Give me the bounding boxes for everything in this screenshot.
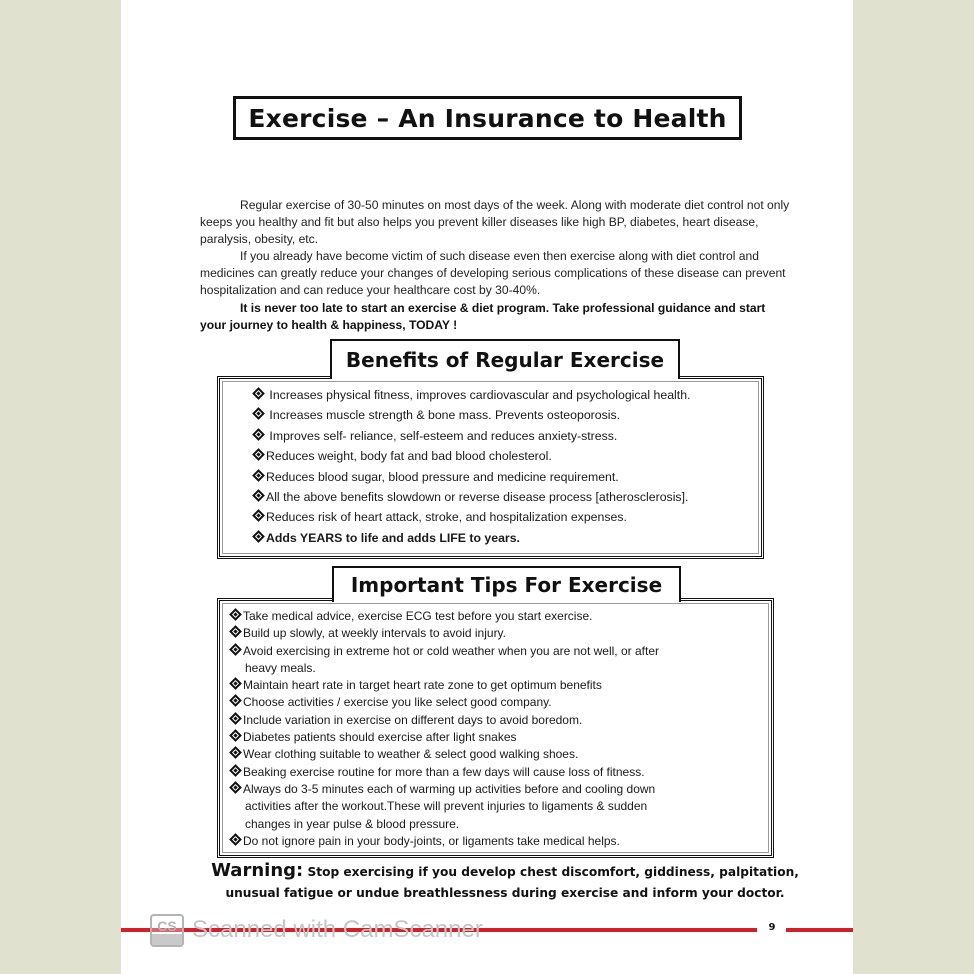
- benefit-text: All the above benefits slowdown or reverse disease process [atherosclerosis].: [266, 489, 689, 504]
- tip-item: [231, 781, 659, 833]
- tip-text: Build up slowly, at weekly intervals to avoid injury.: [243, 626, 507, 641]
- benefit-item: [254, 528, 690, 548]
- tip-text: Diabetes patients should exercise after light snakes: [243, 730, 517, 745]
- benefit-text: Increases muscle strength & bone mass. Prevents osteoporosis.: [266, 408, 621, 423]
- tip-text: Avoid exercising in extreme hot or cold weather when you are not well, or after: [243, 643, 659, 658]
- tip-text-continued: activities after the workout.These will prevent injuries to ligaments & sudden: [245, 799, 648, 814]
- diamond-bullet-icon: [229, 625, 242, 638]
- benefit-text: Reduces blood sugar, blood pressure and medicine requirement.: [266, 469, 619, 484]
- diamond-bullet-icon: [229, 695, 242, 708]
- diamond-bullet-icon: [252, 428, 265, 441]
- tip-item: [231, 677, 659, 694]
- camscanner-logo-icon: [150, 914, 184, 947]
- benefit-text: Reduces weight, body fat and bad blood cholesterol.: [266, 449, 552, 464]
- diamond-bullet-icon: [252, 530, 265, 543]
- diamond-bullet-icon: [252, 448, 265, 461]
- diamond-bullet-icon: [229, 608, 242, 621]
- tips-heading: Important Tips For Exercise: [332, 566, 681, 602]
- tip-text: Include variation in exercise on different days to avoid boredom.: [243, 712, 583, 727]
- page-number: 9: [768, 922, 776, 933]
- warning-label: Warning:: [211, 860, 304, 881]
- diamond-bullet-icon: [252, 509, 265, 522]
- tip-text: Do not ignore pain in your body-joints, or ligaments take medical helps.: [243, 833, 620, 848]
- benefits-list: [254, 385, 690, 548]
- diamond-bullet-icon: [252, 408, 265, 421]
- tip-item: [231, 833, 659, 850]
- benefit-text: Adds YEARS to life and adds LIFE to years.: [266, 530, 520, 545]
- diamond-bullet-icon: [252, 469, 265, 482]
- tip-text-continued: changes in year pulse & blood pressure.: [245, 816, 460, 831]
- intro-paragraph-3: It is never too late to start an exercise & diet program. Take professional guidance and start your journey to health & happiness, TODAY !: [200, 300, 766, 332]
- tip-text: Beaking exercise routine for more than a few days will cause loss of fitness.: [243, 764, 645, 779]
- tip-item: [231, 712, 659, 729]
- diamond-bullet-icon: [252, 489, 265, 502]
- benefit-text: Increases physical fitness, improves cardiovascular and psychological health.: [266, 388, 691, 402]
- diamond-bullet-icon: [252, 387, 265, 400]
- page-title: Exercise – An Insurance to Health: [233, 96, 742, 140]
- diamond-bullet-icon: [229, 747, 242, 760]
- diamond-bullet-icon: [229, 764, 242, 777]
- benefit-item: [254, 405, 690, 425]
- tip-item: [231, 746, 659, 763]
- warning-note: [210, 860, 800, 904]
- footer-rule-right: [786, 928, 853, 932]
- benefits-heading: Benefits of Regular Exercise: [330, 339, 680, 379]
- tips-list: [231, 608, 659, 850]
- tip-item: [231, 729, 659, 746]
- benefit-item: [254, 507, 690, 527]
- camscanner-watermark: Scanned with CamScanner: [192, 916, 483, 943]
- tip-item: [231, 625, 659, 642]
- benefit-item: [254, 467, 690, 487]
- diamond-bullet-icon: [229, 729, 242, 742]
- diamond-bullet-icon: [229, 677, 242, 690]
- intro-paragraph-2: If you already have become victim of such disease even then exercise along with diet control and medicines can greatly reduce your changes of developing serious complications of these disease can prevent hospitalization and can reduce your healthcare cost by 30-40%.: [200, 249, 786, 298]
- benefit-text: Reduces risk of heart attack, stroke, and hospitalization expenses.: [266, 510, 627, 525]
- tip-text: Take medical advice, exercise ECG test before you start exercise.: [243, 609, 593, 623]
- warning-text: Stop exercising if you develop chest discomfort, giddiness, palpitation, unusual fatigue or undue breathlessness during exercise and inform your doctor.: [225, 865, 799, 900]
- diamond-bullet-icon: [229, 712, 242, 725]
- tip-item: [231, 643, 659, 678]
- tip-item: [231, 608, 659, 625]
- benefit-item: [254, 487, 690, 507]
- benefit-item: [254, 426, 690, 446]
- tip-text: Always do 3-5 minutes each of warming up activities before and cooling down: [243, 781, 656, 796]
- benefit-item: [254, 385, 690, 405]
- diamond-bullet-icon: [229, 781, 242, 794]
- intro-text: [200, 197, 790, 334]
- tip-item: [231, 694, 659, 711]
- diamond-bullet-icon: [229, 833, 242, 846]
- tip-text-continued: heavy meals.: [245, 660, 316, 675]
- intro-paragraph-1: Regular exercise of 30-50 minutes on most days of the week. Along with moderate diet control not only keeps you healthy and fit but also helps you prevent killer diseases like high BP, diabetes, heart disease, paralysis, obesity, etc.: [200, 198, 790, 247]
- tip-text: Maintain heart rate in target heart rate zone to get optimum benefits: [243, 678, 602, 693]
- tip-text: Choose activities / exercise you like select good company.: [243, 695, 552, 710]
- camscanner-logo-text: CS: [157, 918, 177, 934]
- benefit-text: Improves self- reliance, self-esteem and reduces anxiety-stress.: [266, 428, 618, 443]
- benefit-item: [254, 446, 690, 466]
- tip-text: Wear clothing suitable to weather & select good walking shoes.: [243, 747, 579, 762]
- tip-item: [231, 764, 659, 781]
- diamond-bullet-icon: [229, 643, 242, 656]
